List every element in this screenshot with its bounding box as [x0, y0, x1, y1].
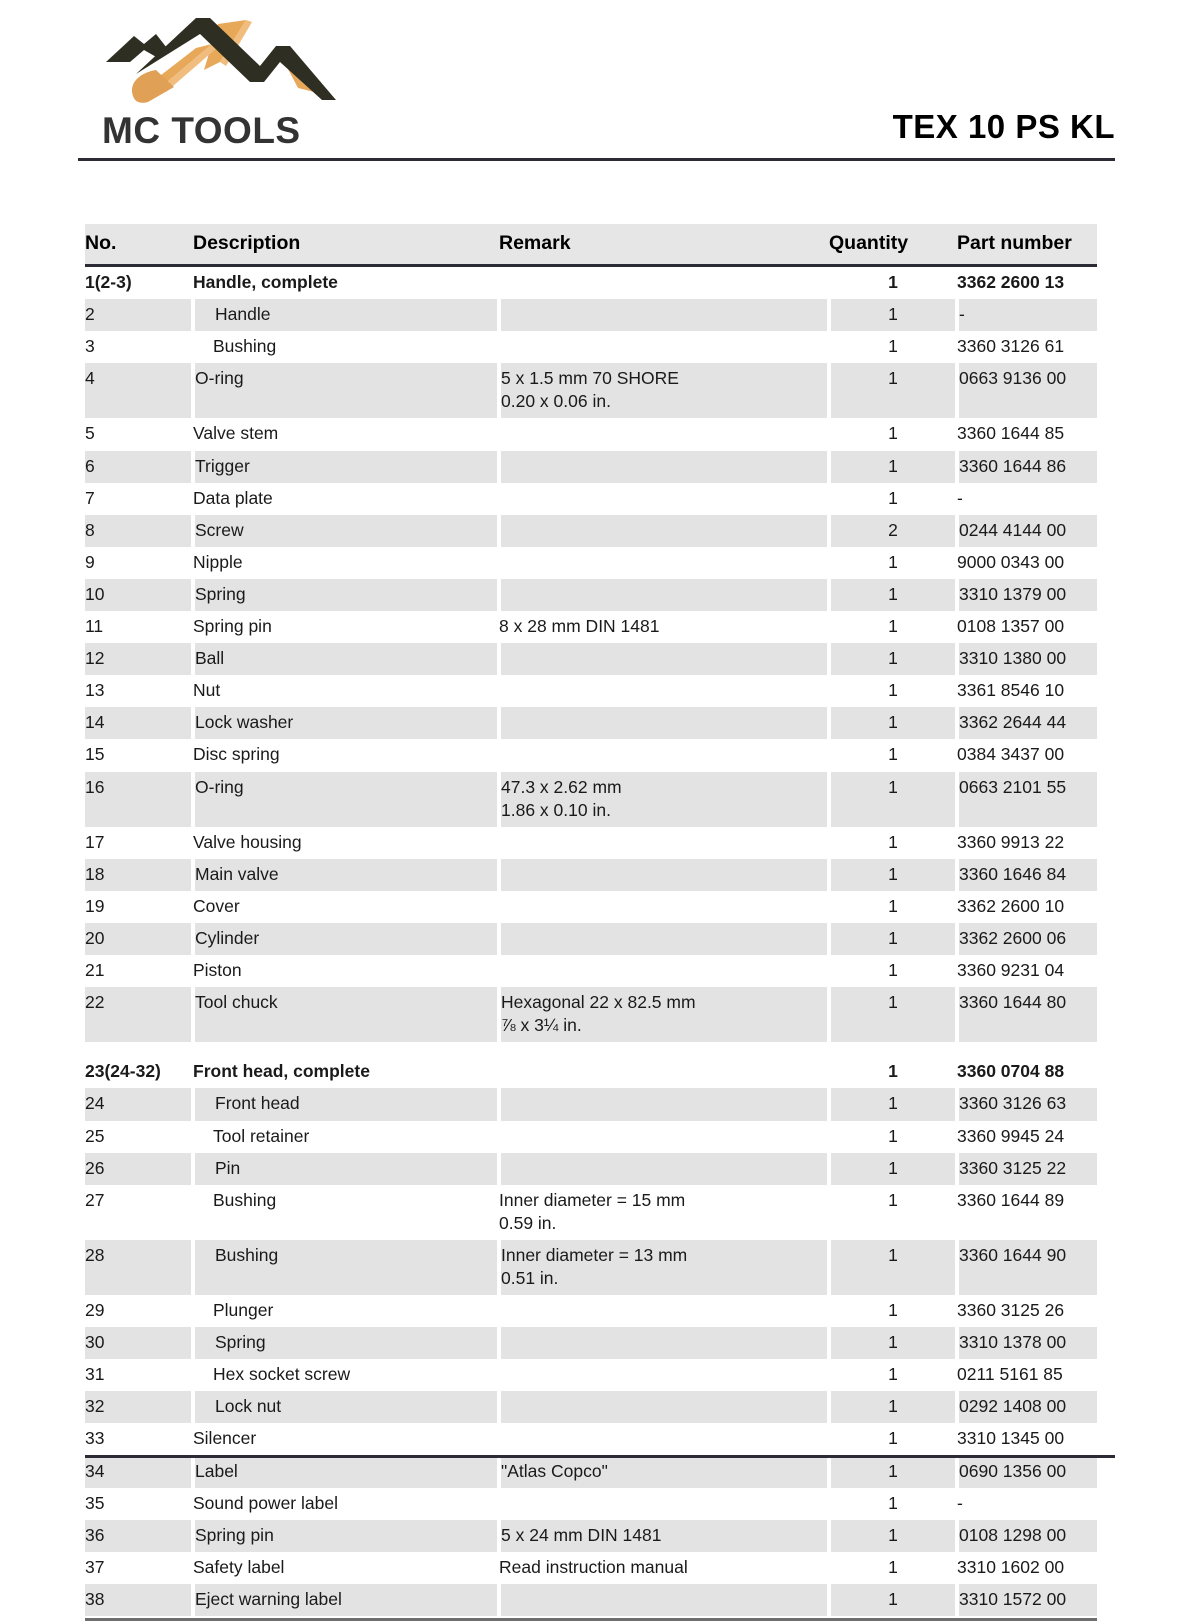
- cell-no: 11: [85, 616, 104, 637]
- cell-quantity: 1: [888, 1428, 898, 1449]
- description-label: Nut: [193, 680, 221, 701]
- cell-part-number: 3360 1644 89: [957, 1189, 1065, 1210]
- column-header-quantity: Quantity: [829, 224, 957, 266]
- description-label: Disc spring: [193, 744, 280, 765]
- cell-quantity: 1: [829, 772, 957, 827]
- cell-remark: [499, 483, 829, 515]
- table-row[interactable]: [85, 266, 1097, 300]
- cell-no: 26: [85, 1153, 193, 1185]
- cell-no: 21: [85, 960, 105, 981]
- cell-no: 35: [85, 1492, 105, 1513]
- cell-quantity: 1: [888, 1300, 898, 1321]
- description-label: Sound power label: [193, 1492, 338, 1513]
- cell-quantity: 1: [888, 895, 898, 916]
- description-label: Bushing: [213, 336, 277, 357]
- table-row[interactable]: [85, 827, 1097, 859]
- description-label: Trigger: [195, 455, 250, 476]
- cell-remark: 8 x 28 mm DIN 1481: [499, 616, 660, 637]
- cell-no: 5: [85, 423, 95, 444]
- cell-remark: [499, 955, 829, 987]
- cell-quantity: 1: [829, 987, 957, 1042]
- table-row[interactable]: [85, 1185, 1097, 1240]
- cell-quantity: 2: [829, 515, 957, 547]
- cell-quantity: 1: [888, 1061, 898, 1082]
- table-row[interactable]: [85, 1456, 1097, 1488]
- description-label: Nipple: [193, 551, 243, 572]
- page-footer-divider: [85, 1455, 1115, 1458]
- description-label: Data plate: [193, 487, 273, 508]
- cell-remark: [499, 1153, 829, 1185]
- cell-no: 19: [85, 895, 105, 916]
- cell-part-number: 3310 1602 00: [957, 1556, 1065, 1577]
- cell-part-number: 3360 1644 80: [957, 987, 1097, 1042]
- table-row[interactable]: [85, 739, 1097, 771]
- cell-description: [193, 1423, 499, 1455]
- table-row[interactable]: [85, 955, 1097, 987]
- cell-part-number: 3362 2644 44: [957, 707, 1097, 739]
- cell-description: [193, 675, 499, 707]
- cell-remark: [499, 891, 829, 923]
- cell-description: [193, 1359, 499, 1391]
- cell-quantity: 1: [829, 1391, 957, 1423]
- description-label: Plunger: [213, 1300, 274, 1321]
- page-header: [0, 0, 1187, 160]
- cell-quantity: 1: [888, 831, 898, 852]
- brand-wordmark: MC TOOLS: [102, 110, 301, 151]
- cell-no: 36: [85, 1520, 193, 1552]
- cell-remark: [499, 643, 829, 675]
- table-row[interactable]: [85, 1056, 1097, 1088]
- cell-no: 32: [85, 1391, 193, 1423]
- cell-quantity: 1: [829, 1584, 957, 1616]
- cell-remark: 5 x 24 mm DIN 1481: [499, 1520, 829, 1552]
- cell-part-number: -: [957, 487, 963, 508]
- description-label: Bushing: [213, 1189, 277, 1210]
- cell-description: [193, 579, 499, 611]
- table-row[interactable]: [85, 363, 1097, 418]
- cell-quantity: 1: [829, 299, 957, 331]
- description-label: Spring pin: [193, 616, 272, 637]
- cell-quantity: 1: [829, 1153, 957, 1185]
- description-label: Bushing: [215, 1244, 279, 1265]
- cell-part-number: 0384 3437 00: [957, 744, 1065, 765]
- cell-part-number: 3360 3126 63: [957, 1088, 1097, 1120]
- cell-remark: [499, 451, 829, 483]
- description-label: Front head: [215, 1093, 300, 1114]
- cell-remark: [499, 675, 829, 707]
- table-row[interactable]: [85, 1423, 1097, 1455]
- cell-part-number: -: [957, 1492, 963, 1513]
- cell-remark: [499, 1056, 829, 1088]
- cell-quantity: 1: [829, 451, 957, 483]
- cell-part-number: 3362 2600 10: [957, 895, 1065, 916]
- cell-description: [193, 1185, 499, 1240]
- cell-part-number: -: [957, 299, 1097, 331]
- cell-description: [193, 1240, 499, 1295]
- cell-no: 7: [85, 487, 95, 508]
- description-label: Main valve: [195, 863, 279, 884]
- cell-description: [193, 1552, 499, 1584]
- cell-part-number: 0244 4144 00: [957, 515, 1097, 547]
- cell-description: [193, 418, 499, 450]
- cell-remark: [499, 923, 829, 955]
- cell-quantity: 1: [888, 487, 898, 508]
- table-row[interactable]: [85, 707, 1097, 739]
- cell-remark: [499, 707, 829, 739]
- table-row[interactable]: [85, 483, 1097, 515]
- cell-no: 20: [85, 923, 193, 955]
- cell-quantity: 1: [829, 859, 957, 891]
- cell-part-number: 3362 2600 13: [957, 272, 1065, 292]
- cell-remark: [499, 1327, 829, 1359]
- column-header-part-number: Part number: [957, 224, 1097, 266]
- cell-remark: [499, 579, 829, 611]
- cell-no: 27: [85, 1189, 105, 1210]
- header-divider: [78, 158, 1115, 161]
- cell-no: 17: [85, 831, 105, 852]
- table-row[interactable]: [85, 611, 1097, 643]
- table-row[interactable]: [85, 923, 1097, 955]
- cell-description: [193, 1327, 499, 1359]
- cell-no: 34: [85, 1456, 193, 1488]
- cell-description: [193, 451, 499, 483]
- cell-no: 15: [85, 744, 105, 765]
- cell-description: [193, 987, 499, 1042]
- cell-part-number: 0663 9136 00: [957, 363, 1097, 418]
- cell-no: 31: [85, 1364, 105, 1385]
- description-label: Ball: [195, 648, 225, 669]
- table-spacer-row: [85, 1042, 1097, 1056]
- table-row[interactable]: [85, 1088, 1097, 1120]
- cell-part-number: 3360 1646 84: [957, 859, 1097, 891]
- cell-part-number: 3360 1644 86: [957, 451, 1097, 483]
- cell-remark: Hexagonal 22 x 82.5 mm ⅞ x 3¼ in.: [499, 987, 829, 1042]
- description-label: O-ring: [195, 776, 244, 797]
- cell-description: [193, 266, 499, 300]
- cell-description: [193, 772, 499, 827]
- cell-remark: [499, 1359, 829, 1391]
- cell-no: 28: [85, 1240, 193, 1295]
- cell-part-number: 0211 5161 85: [957, 1364, 1063, 1385]
- cell-remark: [499, 1295, 829, 1327]
- cell-quantity: 1: [888, 1556, 898, 1577]
- cell-part-number: 3360 3125 26: [957, 1300, 1065, 1321]
- cell-no: 3: [85, 336, 95, 357]
- table-row[interactable]: [85, 891, 1097, 923]
- cell-no: 13: [85, 680, 105, 701]
- cell-no: 12: [85, 643, 193, 675]
- cell-remark: [499, 859, 829, 891]
- description-label: Valve stem: [193, 423, 279, 444]
- cell-quantity: 1: [829, 579, 957, 611]
- description-label: Spring: [215, 1332, 266, 1353]
- table-row[interactable]: [85, 1240, 1097, 1295]
- table-row[interactable]: [85, 1295, 1097, 1327]
- cell-quantity: 1: [888, 1189, 898, 1210]
- description-label: Lock washer: [195, 712, 294, 733]
- table-row[interactable]: [85, 1488, 1097, 1520]
- cell-remark: [499, 1088, 829, 1120]
- cell-quantity: 1: [888, 1492, 898, 1513]
- cell-part-number: 3310 1378 00: [957, 1327, 1097, 1359]
- cell-part-number: 0690 1356 00: [957, 1456, 1097, 1488]
- parts-table-body: [85, 266, 1097, 1617]
- cell-quantity: 1: [888, 1125, 898, 1146]
- table-row[interactable]: [85, 772, 1097, 827]
- cell-description: [193, 1153, 499, 1185]
- cell-quantity: 1: [888, 423, 898, 444]
- table-row[interactable]: [85, 1153, 1097, 1185]
- cell-no: 23(24-32): [85, 1061, 161, 1082]
- cell-no: 8: [85, 515, 193, 547]
- cell-description: [193, 1456, 499, 1488]
- cell-part-number: 3360 3126 61: [957, 336, 1065, 357]
- description-label: Label: [195, 1460, 238, 1481]
- table-row[interactable]: [85, 515, 1097, 547]
- brand-logo: [100, 10, 360, 155]
- cell-part-number: 3360 1644 90: [957, 1240, 1097, 1295]
- cell-remark: [499, 331, 829, 363]
- cell-no: 16: [85, 772, 193, 827]
- description-label: Cylinder: [195, 927, 260, 948]
- cell-description: [193, 515, 499, 547]
- cell-quantity: 1: [888, 1364, 898, 1385]
- cell-part-number: 0108 1357 00: [957, 616, 1065, 637]
- cell-no: 10: [85, 579, 193, 611]
- remark-second-line: 0.20 x 0.06 in.: [501, 391, 611, 412]
- remark-second-line: 0.59 in.: [499, 1212, 557, 1233]
- cell-description: [193, 331, 499, 363]
- cell-no: 25: [85, 1125, 105, 1146]
- cell-no: 38: [85, 1584, 193, 1616]
- cell-description: [193, 1121, 499, 1153]
- description-label: O-ring: [195, 368, 244, 389]
- remark-second-line: 0.51 in.: [501, 1268, 559, 1288]
- cell-remark: Inner diameter = 13 mm 0.51 in.: [499, 1240, 829, 1295]
- cell-description: [193, 1584, 499, 1616]
- cell-description: [193, 739, 499, 771]
- cell-part-number: 3310 1572 00: [957, 1584, 1097, 1616]
- cell-remark: [499, 1391, 829, 1423]
- cell-remark: [499, 1584, 829, 1616]
- description-label: Tool retainer: [213, 1125, 310, 1146]
- cell-part-number: 0663 2101 55: [957, 772, 1097, 827]
- cell-description: [193, 955, 499, 987]
- cell-part-number: 3360 1644 85: [957, 423, 1065, 444]
- table-row[interactable]: [85, 547, 1097, 579]
- table-row[interactable]: [85, 1359, 1097, 1391]
- table-row[interactable]: [85, 643, 1097, 675]
- cell-description: [193, 1295, 499, 1327]
- cell-part-number: 9000 0343 00: [957, 551, 1065, 572]
- cell-no: 18: [85, 859, 193, 891]
- cell-remark: [499, 1423, 829, 1455]
- cell-description: [193, 483, 499, 515]
- cell-part-number: 3362 2600 06: [957, 923, 1097, 955]
- cell-remark: [499, 547, 829, 579]
- cell-quantity: 1: [888, 744, 898, 765]
- cell-part-number: 3360 0704 88: [957, 1061, 1065, 1082]
- cell-remark: [499, 299, 829, 331]
- description-label: Safety label: [193, 1556, 285, 1577]
- parts-table-container: [85, 224, 1097, 1616]
- cell-part-number: 3310 1380 00: [957, 643, 1097, 675]
- cell-no: 6: [85, 451, 193, 483]
- cell-no: 2: [85, 299, 193, 331]
- cell-remark: 47.3 x 2.62 mm 1.86 x 0.10 in.: [499, 772, 829, 827]
- cell-remark: [499, 1488, 829, 1520]
- table-header-row: [85, 224, 1097, 266]
- cell-quantity: 1: [829, 363, 957, 418]
- cell-no: 4: [85, 363, 193, 418]
- cell-quantity: 1: [829, 1520, 957, 1552]
- remark-second-line: 1.86 x 0.10 in.: [501, 799, 611, 820]
- cell-remark: 5 x 1.5 mm 70 SHORE 0.20 x 0.06 in.: [499, 363, 829, 418]
- cell-description: [193, 299, 499, 331]
- description-label: Handle, complete: [193, 272, 338, 292]
- cell-description: [193, 1488, 499, 1520]
- cell-quantity: 1: [829, 1240, 957, 1295]
- cell-description: [193, 923, 499, 955]
- cell-part-number: 3360 9231 04: [957, 960, 1065, 981]
- table-row[interactable]: [85, 299, 1097, 331]
- cell-part-number: 3360 9913 22: [957, 831, 1065, 852]
- description-label: Valve housing: [193, 831, 302, 852]
- cell-description: [193, 707, 499, 739]
- cell-part-number: 0292 1408 00: [957, 1391, 1097, 1423]
- cell-quantity: 1: [888, 336, 898, 357]
- table-row[interactable]: [85, 1552, 1097, 1584]
- cell-remark: [499, 827, 829, 859]
- remark-second-line: ⅞ x 3¼ in.: [501, 1015, 582, 1036]
- description-label: Pin: [215, 1157, 241, 1178]
- description-label: Screw: [195, 519, 244, 540]
- cell-description: [193, 891, 499, 923]
- cell-remark: [499, 418, 829, 450]
- cell-no: 24: [85, 1088, 193, 1120]
- cell-part-number: 3360 9945 24: [957, 1125, 1065, 1146]
- cell-part-number: 3360 3125 22: [957, 1153, 1097, 1185]
- cell-description: [193, 547, 499, 579]
- cell-quantity: 1: [888, 551, 898, 572]
- table-row[interactable]: [85, 1584, 1097, 1616]
- description-label: Cover: [193, 895, 240, 916]
- cell-description: [193, 1391, 499, 1423]
- cell-description: [193, 1088, 499, 1120]
- cell-quantity: 1: [888, 960, 898, 981]
- cell-no: 30: [85, 1327, 193, 1359]
- cell-no: 9: [85, 551, 95, 572]
- cell-no: 22: [85, 987, 193, 1042]
- description-label: Eject warning label: [195, 1588, 342, 1609]
- cell-remark: Read instruction manual: [499, 1556, 688, 1577]
- column-header-no: No.: [85, 224, 193, 266]
- cell-description: [193, 1056, 499, 1088]
- cell-part-number: 3310 1345 00: [957, 1428, 1065, 1449]
- cell-no: 1(2-3): [85, 272, 132, 292]
- cell-no: 14: [85, 707, 193, 739]
- cell-no: 37: [85, 1556, 105, 1577]
- cell-description: [193, 611, 499, 643]
- cell-description: [193, 643, 499, 675]
- description-label: Tool chuck: [195, 992, 278, 1013]
- cell-remark: [499, 266, 829, 300]
- cell-quantity: 1: [829, 923, 957, 955]
- description-label: Spring pin: [195, 1524, 274, 1545]
- cell-remark: [499, 739, 829, 771]
- description-label: Handle: [215, 304, 271, 325]
- table-row[interactable]: [85, 579, 1097, 611]
- cell-no: 29: [85, 1300, 105, 1321]
- table-row[interactable]: [85, 987, 1097, 1042]
- table-row[interactable]: [85, 418, 1097, 450]
- mountain-logo-icon: [100, 10, 340, 110]
- table-row[interactable]: [85, 1121, 1097, 1153]
- table-row[interactable]: [85, 331, 1097, 363]
- cell-quantity: 1: [829, 1088, 957, 1120]
- cell-part-number: 0108 1298 00: [957, 1520, 1097, 1552]
- table-row[interactable]: [85, 675, 1097, 707]
- cell-quantity: 1: [829, 707, 957, 739]
- cell-part-number: 3310 1379 00: [957, 579, 1097, 611]
- cell-description: [193, 363, 499, 418]
- document-title: TEX 10 PS KL: [892, 108, 1115, 145]
- description-label: Front head, complete: [193, 1061, 370, 1082]
- parts-table: [85, 224, 1097, 1616]
- cell-remark: [499, 1121, 829, 1153]
- description-label: Lock nut: [215, 1396, 282, 1417]
- cell-quantity: 1: [888, 616, 898, 637]
- cell-remark: Inner diameter = 15 mm 0.59 in.: [499, 1185, 829, 1240]
- column-header-description: Description: [193, 224, 499, 266]
- description-label: Hex socket screw: [213, 1364, 351, 1385]
- cell-quantity: 1: [888, 680, 898, 701]
- cell-no: 33: [85, 1428, 105, 1449]
- cell-quantity: 1: [888, 272, 898, 292]
- table-row[interactable]: [85, 1327, 1097, 1359]
- cell-description: [193, 859, 499, 891]
- cell-remark: "Atlas Copco": [499, 1456, 829, 1488]
- cell-quantity: 1: [829, 1327, 957, 1359]
- cell-description: [193, 827, 499, 859]
- description-label: Silencer: [193, 1428, 257, 1449]
- description-label: Spring: [195, 583, 246, 604]
- cell-remark: [499, 515, 829, 547]
- table-row[interactable]: [85, 451, 1097, 483]
- table-row[interactable]: [85, 859, 1097, 891]
- table-row[interactable]: [85, 1391, 1097, 1423]
- column-header-remark: Remark: [499, 224, 829, 266]
- cell-part-number: 3361 8546 10: [957, 680, 1065, 701]
- cell-quantity: 1: [829, 1456, 957, 1488]
- description-label: Piston: [193, 960, 242, 981]
- cell-quantity: 1: [829, 643, 957, 675]
